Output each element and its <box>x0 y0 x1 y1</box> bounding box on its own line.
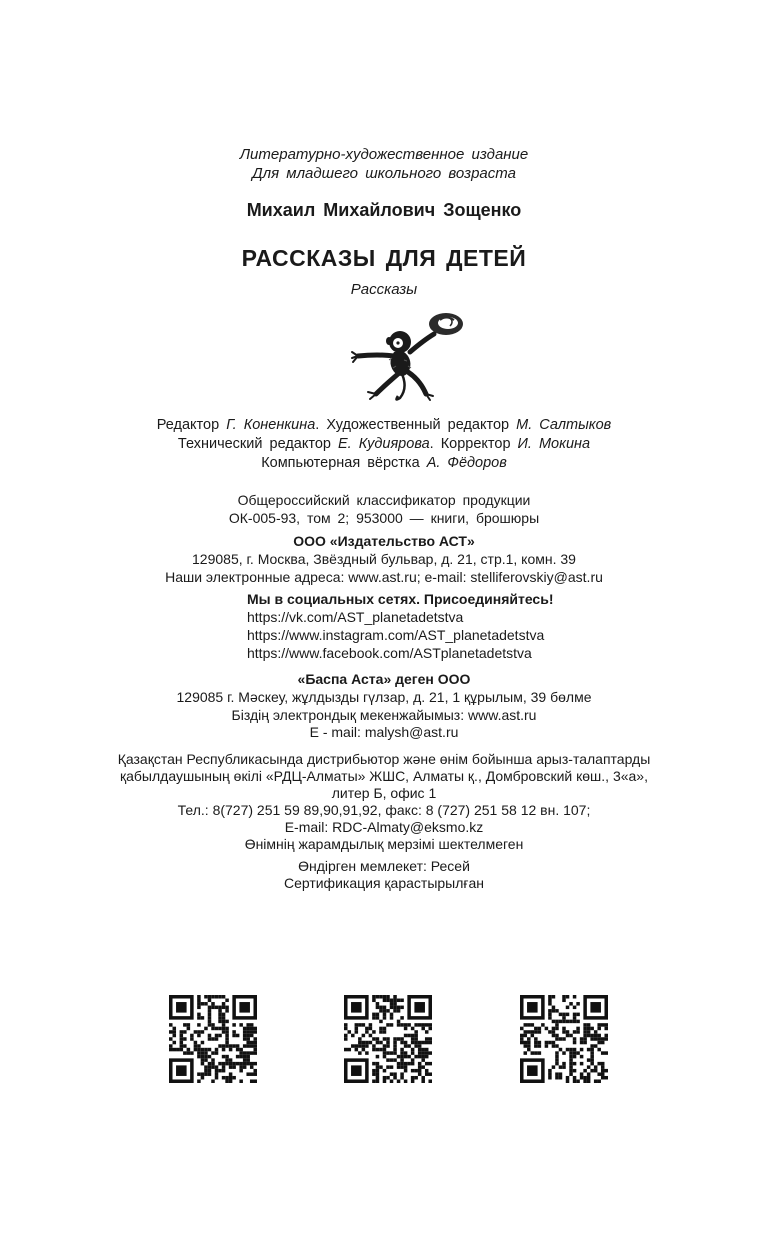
tech-editor-label: Технический редактор <box>177 436 331 452</box>
editor-label: Редактор <box>156 417 220 433</box>
qr-code-icon <box>520 995 608 1083</box>
kz-publisher-name: «Баспа Аста» деген ООО <box>297 671 471 687</box>
tech-editor-name: Е. Кудиярова <box>338 436 430 452</box>
staff-line-2 <box>0 435 768 453</box>
edition-type: Литературно-художественное издание <box>239 146 529 163</box>
kz-distributor-expiry: Өнімнің жарамдылық мерзімі шектелмеген <box>244 836 524 852</box>
publisher-address: 129085, г. Москва, Звёздный бульвар, д. 21, стр.1, комн. 39 <box>192 551 576 567</box>
kz-distributor-email: E-mail: RDC-Almaty@eksmo.kz <box>284 819 484 835</box>
qr-code-icon <box>344 995 432 1083</box>
author-name: Михаил Михайлович Зощенко <box>246 200 522 220</box>
art-editor-name: М. Салтыков <box>516 417 612 433</box>
editor-name: Г. Коненкина <box>226 417 316 433</box>
publisher-name: ООО «Издательство АСТ» <box>293 533 475 549</box>
art-editor-label: . Художественный редактор <box>315 417 510 433</box>
social-link-facebook[interactable]: https://www.facebook.com/ASTplanetadetstva <box>247 645 532 661</box>
qr-code-icon <box>169 995 257 1083</box>
classifier-line-2: ОК-005-93, том 2; 953000 — книги, брошюры <box>228 510 540 526</box>
layout-label: Компьютерная вёрстка <box>261 455 420 471</box>
kz-distributor-line-2: қабылдаушының өкілі «РДЦ-Алматы» ЖШС, Алматы қ., Домбровский көш., 3«а», <box>120 768 648 784</box>
staff-line-1 <box>0 416 768 434</box>
social-heading: Мы в социальных сетях. Присоединяйтесь! <box>247 591 554 607</box>
corrector-label: . Корректор <box>429 436 511 452</box>
publisher-emails: Наши электронные адреса: www.ast.ru; e-mail: stelliferovskiy@ast.ru <box>165 569 603 585</box>
age-group: Для младшего школьного возраста <box>252 165 516 182</box>
kz-distributor-line-3: литер Б, офис 1 <box>331 785 437 801</box>
classifier-line-1: Общероссийский классификатор продукции <box>237 492 531 508</box>
social-link-vk[interactable]: https://vk.com/AST_planetadetstva <box>247 609 464 625</box>
monkey-illustration-icon <box>338 308 478 404</box>
origin-country: Өндірген мемлекет: Ресей <box>298 858 470 874</box>
certification: Сертификация қарастырылған <box>283 875 485 891</box>
layout-name: А. Фёдоров <box>426 455 507 471</box>
genre-label: Рассказы <box>350 281 418 298</box>
kz-publisher-address: 129085 г. Мәскеу, жұлдызды гүлзар, д. 21, 1 құрылым, 39 бөлме <box>176 689 592 705</box>
corrector-name: И. Мокина <box>517 436 591 452</box>
kz-distributor-line-1: Қазақстан Республикасында дистрибьютор және өнім бойынша арыз-талаптарды <box>117 751 651 767</box>
kz-distributor-phone: Тел.: 8(727) 251 59 89,90,91,92, факс: 8 (727) 251 58 12 вн. 107; <box>177 802 591 818</box>
book-title: РАССКАЗЫ ДЛЯ ДЕТЕЙ <box>241 245 527 271</box>
social-link-instagram[interactable]: https://www.instagram.com/AST_planetadetstva <box>247 627 545 643</box>
kz-publisher-site: Біздің электрондық мекенжайымыз: www.ast.ru <box>231 707 537 723</box>
staff-line-3 <box>0 454 768 472</box>
kz-publisher-email: E - mail: malysh@ast.ru <box>309 724 459 740</box>
